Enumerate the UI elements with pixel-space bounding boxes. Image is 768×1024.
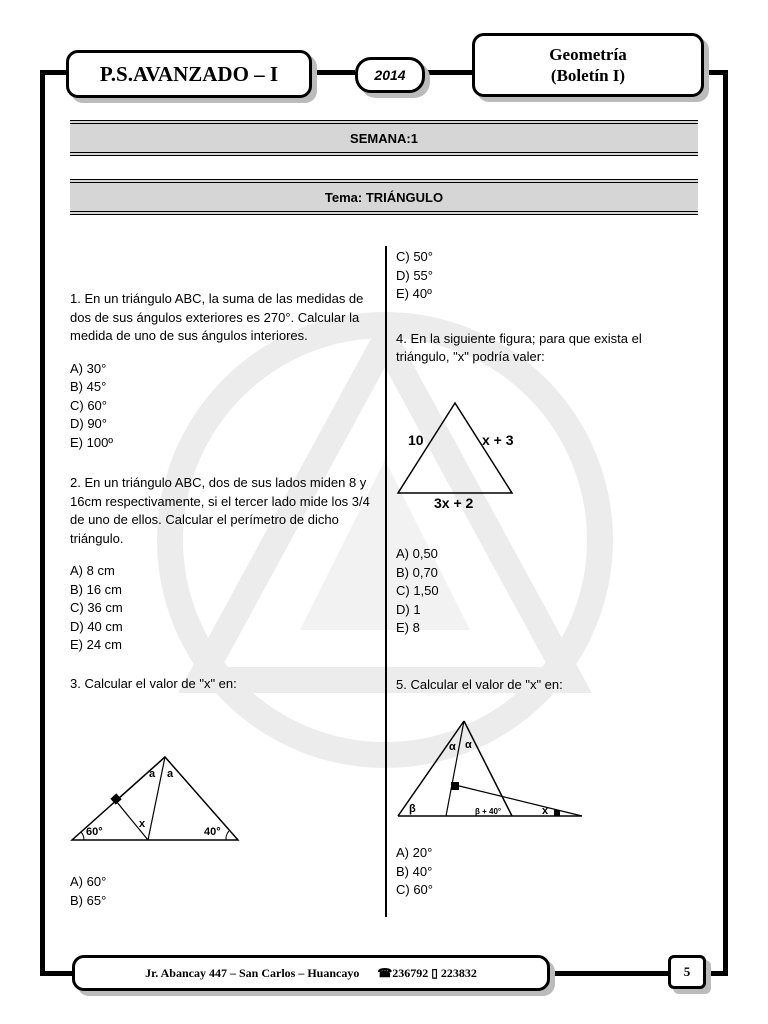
footer-address: Jr. Abancay 447 – San Carlos – Huancayo — [145, 965, 360, 980]
q5-left-side — [398, 721, 464, 816]
q5-x-mark — [554, 810, 560, 816]
q3-option-a: A) 60° — [70, 874, 107, 889]
q3-triangle-figure — [70, 755, 245, 845]
q5-option-a: A) 20° — [396, 845, 433, 860]
q4-label-bottom: 3x + 2 — [434, 495, 474, 511]
subject-line1: Geometría — [549, 45, 627, 64]
q4-label-right: x + 3 — [482, 432, 514, 448]
q5-option-c: C) 60° — [396, 882, 433, 897]
q5-right-side — [464, 721, 512, 816]
q4-option-c: C) 1,50 — [396, 583, 439, 598]
q3-label-a1: a — [149, 768, 156, 780]
year-badge — [355, 57, 425, 93]
q5-transversal — [451, 784, 582, 816]
q5-triangle-figure — [396, 718, 586, 820]
question-4-text: 4. En la siguiente figura; para que exista el triángulo, "x" podría valer: — [396, 330, 642, 364]
q4-option-e: E) 8 — [396, 620, 420, 635]
q2-option-e: E) 24 cm — [70, 637, 123, 652]
q5-right-angle-mark — [451, 782, 459, 790]
q5-label-alpha2: α — [465, 739, 472, 751]
left-column — [70, 290, 375, 707]
q5-label-beta: β — [409, 803, 416, 815]
q4-triangle-figure — [396, 400, 526, 512]
right-column-top — [396, 248, 696, 381]
course-title-text: P.S.AVANZADO – I — [99, 61, 279, 86]
q5-label-x: x — [542, 805, 549, 817]
topic-label: Tema: TRIÁNGULO — [324, 189, 444, 205]
q3-options-left — [70, 873, 370, 910]
q4-label-left: 10 — [408, 432, 424, 448]
question-5-text: 5. Calcular el valor de "x" en: — [396, 676, 563, 692]
q3-label-x: x — [139, 818, 146, 830]
q2-option-c: C) 36 cm — [70, 600, 123, 615]
q3-label-a2: a — [167, 768, 174, 780]
question-3-text: 3. Calcular el valor de "x" en: — [70, 675, 237, 691]
question-2-text: 2. En un triángulo ABC, dos de sus lados miden 8 y 16cm respectivamente, si el tercer lado mide los 3/4 de uno de ellos. Calcular el perímetro de dicho triángulo. — [70, 475, 370, 546]
q1-option-e: E) 100º — [70, 434, 114, 450]
right-column-bottom — [396, 844, 696, 900]
footer-phone: ☎236792 ▯ 223832 — [377, 965, 477, 980]
q3-option-d: D) 55° — [396, 267, 433, 283]
q3-label-60: 60° — [86, 826, 103, 838]
q3-right-angle-mark — [110, 793, 121, 804]
q3-option-e: E) 40º — [396, 286, 432, 301]
subject-line2: (Boletín I) — [550, 66, 626, 85]
q4-triangle — [398, 403, 512, 493]
q1-option-a: A) 30° — [70, 360, 107, 376]
q2-option-b: B) 16 cm — [70, 581, 123, 597]
right-column-middle — [396, 545, 696, 708]
q5-label-alpha1: α — [449, 741, 456, 753]
question-1-text: 1. En un triángulo ABC, la suma de las medidas de dos de sus ángulos exteriores es 270°. Calcular la medida de uno de sus ángulos interiores. — [70, 291, 364, 343]
q2-option-d: D) 40 cm — [70, 618, 123, 634]
week-label: SEMANA:1 — [350, 130, 418, 146]
q2-option-a: A) 8 cm — [70, 563, 115, 578]
q3-option-b: B) 65° — [70, 892, 107, 908]
q5-option-b: B) 40° — [396, 863, 433, 879]
topic-band — [70, 179, 698, 215]
footer-contact — [72, 955, 550, 991]
q3-angle-arc-left — [81, 832, 84, 840]
course-title — [66, 50, 312, 98]
page-number: 5 — [683, 964, 691, 979]
q1-option-c: C) 60° — [70, 397, 107, 413]
year-text: 2014 — [374, 67, 406, 83]
subject-box — [472, 33, 704, 97]
q1-option-b: B) 45° — [70, 379, 107, 394]
q3-option-c: C) 50° — [396, 249, 433, 264]
week-band — [70, 120, 698, 156]
q3-angle-arc-right — [226, 831, 229, 840]
q5-label-beta40: β + 40° — [475, 807, 502, 816]
q4-option-b: B) 0,70 — [396, 564, 438, 580]
q4-option-a: A) 0,50 — [396, 546, 438, 561]
page-number-box — [668, 955, 706, 989]
column-divider — [385, 246, 387, 917]
q1-option-d: D) 90° — [70, 416, 107, 431]
q3-label-40: 40° — [204, 826, 221, 838]
q4-option-d: D) 1 — [396, 601, 421, 617]
